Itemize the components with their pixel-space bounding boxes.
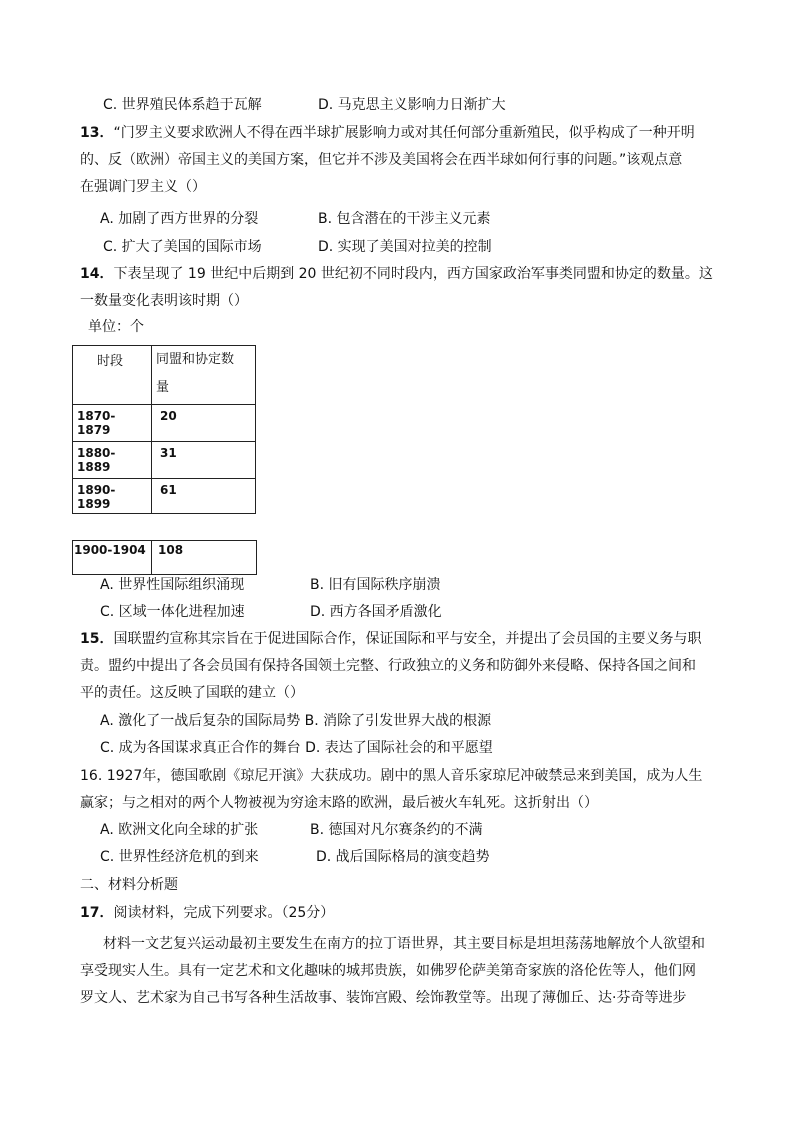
section-title: 二、材料分析题 (80, 877, 178, 893)
q15-text: 国联盟约宣称其宗旨在于促进国际合作，保证国际和平与安全，并提出了会员国的主要义务与职 (113, 631, 702, 647)
table-cell-count: 31 (160, 446, 177, 460)
alliance-table (72, 345, 256, 514)
alliance-table-continued (72, 540, 257, 575)
table-header-period: 时段 (73, 346, 152, 405)
q15-options-cd: C. 成为各国谋求真正合作的舞台 D. 表达了国际社会的和平愿望 (100, 740, 493, 756)
q14-option-c: C. 区域一体化进程加速 (100, 604, 245, 620)
table-row (73, 479, 256, 514)
q17-text: 阅读材料，完成下列要求。（25分） (113, 905, 335, 921)
q15-stem-line3: 平的责任。这反映了国联的建立（） (80, 685, 304, 701)
q15-stem-line1 (80, 629, 701, 649)
q13-option-a: A. 加剧了西方世界的分裂 (100, 211, 259, 227)
q17-material-line3: 罗文人、艺术家为自己书写各种生活故事、装饰宫殿、绘饰教堂等。出现了薄伽丘、达·芬奇等进步 (80, 990, 687, 1006)
q14-number: 14． (80, 266, 114, 282)
q14-option-b: B. 旧有国际秩序崩溃 (310, 577, 441, 593)
q14-option-d: D. 西方各国矛盾激化 (310, 604, 442, 620)
q17-stem (80, 903, 334, 923)
q13-option-c: C. 扩大了美国的国际市场 (103, 239, 262, 255)
q13-stem-line2: 的、反（欧洲）帝国主义的美国方案，但它并不涉及美国将会在西半球如何行事的问题。”该观点意 (80, 152, 683, 168)
q14-option-a: A. 世界性国际组织涌现 (100, 577, 245, 593)
q15-options-ab: A. 激化了一战后复杂的国际局势 B. 消除了引发世界大战的根源 (100, 713, 492, 729)
q15-stem-line2: 责。盟约中提出了各会员国有保持各国领土完整、行政独立的义务和防御外来侵略、保持各国之间和 (80, 658, 696, 674)
q13-text: “门罗主义要求欧洲人不得在西半球扩展影响力或对其任何部分重新殖民，似乎构成了一种开明 (113, 125, 695, 141)
q16-option-d: D. 战后国际格局的演变趋势 (316, 849, 490, 865)
q13-option-d: D. 实现了美国对拉美的控制 (318, 239, 492, 255)
table-cell-period: 1900-1904 (74, 543, 146, 557)
q16-option-a: A. 欧洲文化向全球的扩张 (100, 822, 259, 838)
table-cell-count: 61 (160, 483, 177, 497)
table-cell-period: 1890-1899 (77, 483, 116, 511)
q13-stem-line1 (80, 123, 695, 143)
q17-number: 17． (80, 905, 114, 921)
table-header-count: 同盟和协定数 量 (152, 346, 256, 405)
q14-text: 下表呈现了 19 世纪中后期到 20 世纪初不同时段内，西方国家政治军事类同盟和协定的数量。这 (113, 266, 713, 282)
table-row (73, 405, 256, 442)
q17-material-line1: 材料一文艺复兴运动最初主要发生在南方的拉丁语世界，其主要目标是坦坦荡荡地解放个人欲望和 (103, 936, 705, 952)
q16-stem-line1: 16. 1927年，德国歌剧《琼尼开演》大获成功。剧中的黑人音乐家琼尼冲破禁忌来到美国，成为人生 (80, 768, 703, 784)
q13-number: 13． (80, 125, 114, 141)
table-cell-count: 108 (158, 543, 184, 557)
q14-stem-line2: 一数量变化表明该时期（） (80, 293, 248, 309)
table-cell-period: 1870-1879 (77, 409, 116, 437)
q14-unit: 单位：个 (88, 319, 144, 335)
q13-option-b: B. 包含潜在的干涉主义元素 (318, 211, 491, 227)
q16-option-b: B. 德国对凡尔赛条约的不满 (310, 822, 483, 838)
q16-stem-line2: 赢家；与之相对的两个人物被视为穷途末路的欧洲，最后被火车轧死。这折射出（） (80, 795, 598, 811)
q16-option-c: C. 世界性经济危机的到来 (100, 849, 259, 865)
q12-option-d: D. 马克思主义影响力日渐扩大 (318, 97, 506, 113)
q12-option-c: C. 世界殖民体系趋于瓦解 (103, 97, 262, 113)
table-row (73, 442, 256, 479)
table-cell-period: 1880-1889 (77, 446, 116, 474)
table-row (73, 541, 257, 575)
q15-number: 15． (80, 631, 114, 647)
table-cell-count: 20 (160, 409, 177, 423)
q13-stem-line3: 在强调门罗主义（） (80, 179, 206, 195)
q14-stem-line1 (80, 264, 713, 284)
q17-material-line2: 享受现实人生。具有一定艺术和文化趣味的城邦贵族，如佛罗伦萨美第奇家族的洛伦佐等人，他们网 (80, 963, 696, 979)
